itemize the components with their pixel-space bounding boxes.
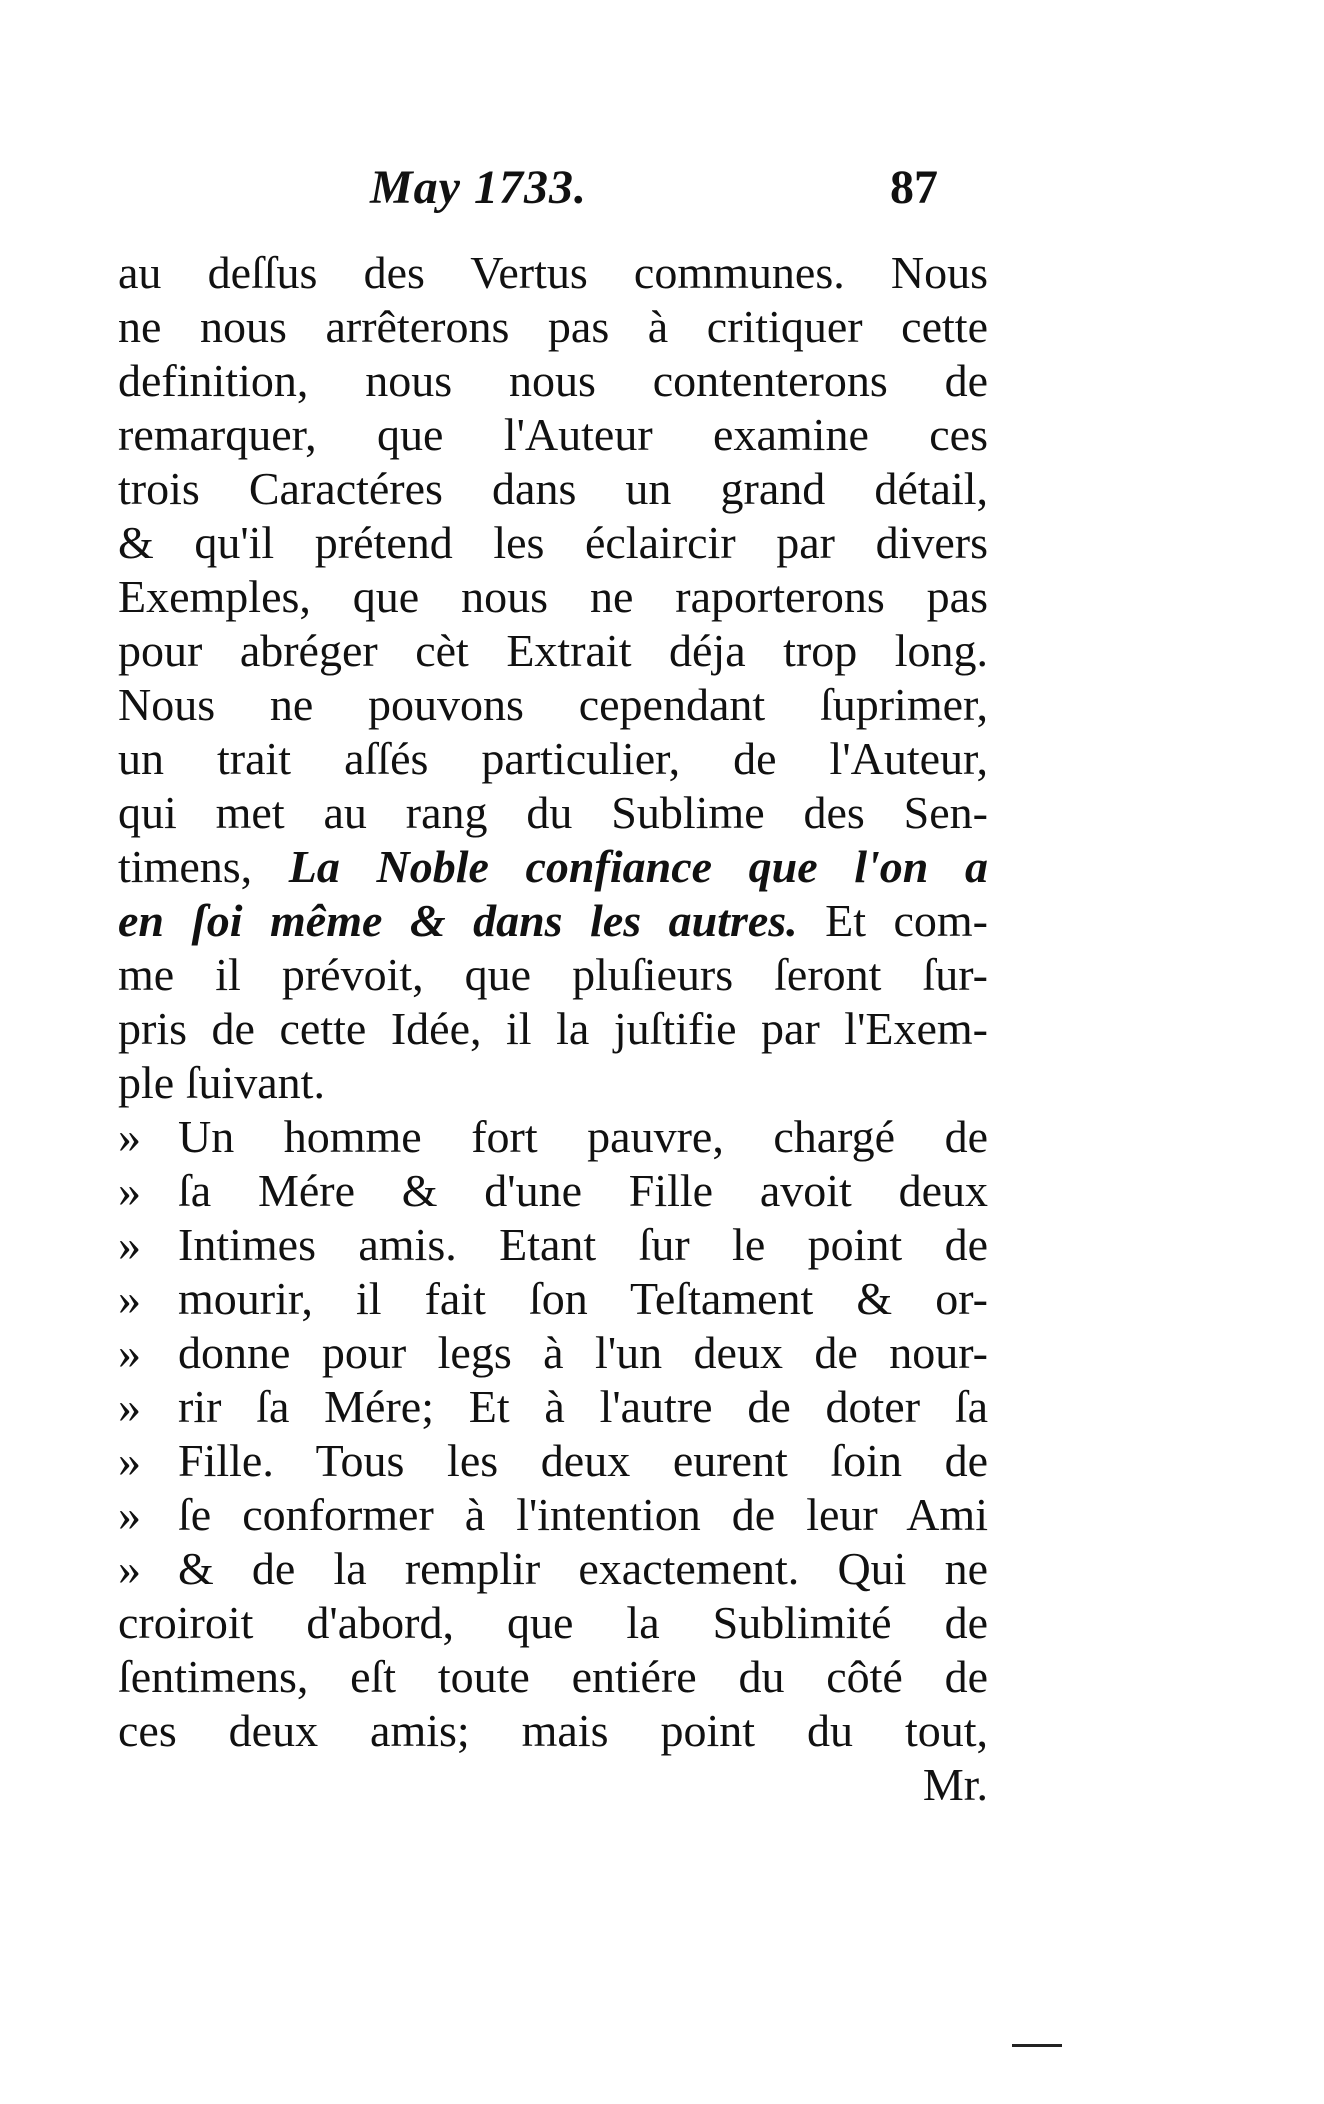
quoted-line [118, 1380, 988, 1434]
text-line: croiroit d'abord, que la Sublimité de [118, 1597, 988, 1648]
catchword: Mr. [922, 1759, 988, 1810]
quoted-line [118, 1434, 988, 1488]
quoted-text: rir ſa Mére; Et à l'autre de doter ſa [178, 1381, 988, 1432]
text-line: Nous ne pouvons cependant ſuprimer, [118, 679, 988, 730]
text-line: au deſſus des Vertus communes. Nous [118, 247, 988, 298]
italic-quote: La Noble confiance que l'on a [288, 841, 988, 892]
quoted-text [178, 1542, 988, 1596]
text-line: ple ſuivant. [118, 1057, 325, 1108]
quote-mark: » [118, 1435, 141, 1486]
quoted-text: ſa Mére & d'une Fille avoit deux [178, 1165, 988, 1216]
text-line: ces deux amis; mais point du tout, [118, 1705, 988, 1756]
text-line [118, 894, 988, 948]
quote-mark: » [118, 1111, 141, 1162]
page-header [120, 160, 1020, 220]
quote-mark: » [118, 1543, 141, 1594]
page-number: 87 [890, 161, 938, 214]
quote-mark: » [118, 1327, 141, 1378]
line-text: timens, [118, 841, 253, 892]
quoted-text: Fille. Tous les deux eurent ſoin de [178, 1435, 988, 1486]
italic-quote-cont: en ſoi même & dans les autres. [118, 895, 798, 946]
text-line: & qu'il prétend les éclaircir par divers [118, 517, 988, 568]
text-line: qui met au rang du Sublime des Sen- [118, 787, 988, 838]
text-line: me il prévoit, que pluſieurs ſeront ſur- [118, 949, 988, 1000]
text-line: ſentimens, eſt toute entiére du côté de [118, 1651, 988, 1702]
body-text [118, 246, 988, 1812]
quoted-text: Intimes amis. Etant ſur le point de [178, 1219, 988, 1270]
text-line: ne nous arrêterons pas à critiquer cette [118, 301, 988, 352]
text-line: Exemples, que nous ne raporterons pas [118, 571, 988, 622]
quote-mark: » [118, 1219, 141, 1270]
quoted-text-end: & de la remplir exactement. [178, 1543, 800, 1594]
line-text: Et com- [797, 895, 988, 946]
quoted-text: mourir, il fait ſon Teſtament & or- [178, 1273, 988, 1324]
running-title: May 1733. [370, 161, 587, 214]
footer-rule [1012, 2044, 1062, 2047]
text-line: trois Caractéres dans un grand détail, [118, 463, 988, 514]
text-line [118, 840, 988, 894]
line-text: Qui ne [799, 1543, 989, 1594]
text-line: un trait aſſés particulier, de l'Auteur, [118, 733, 988, 784]
text-line: definition, nous nous contenterons de [118, 355, 988, 406]
quoted-line [118, 1488, 988, 1542]
quote-mark: » [118, 1165, 141, 1216]
quoted-text: Un homme fort pauvre, chargé de [178, 1111, 988, 1162]
text-line: remarquer, que l'Auteur examine ces [118, 409, 988, 460]
quoted-line [118, 1164, 988, 1218]
quoted-text: donne pour legs à l'un deux de nour- [178, 1327, 988, 1378]
quoted-line [118, 1272, 988, 1326]
quoted-text: ſe conformer à l'intention de leur Ami [178, 1489, 988, 1540]
text-line: pour abréger cèt Extrait déja trop long. [118, 625, 988, 676]
text-line: pris de cette Idée, il la juſtifie par l'Exem- [118, 1003, 988, 1054]
quoted-line [118, 1542, 988, 1596]
quoted-line [118, 1218, 988, 1272]
quote-mark: » [118, 1273, 141, 1324]
quote-mark: » [118, 1381, 141, 1432]
quoted-line [118, 1110, 988, 1164]
quoted-line [118, 1326, 988, 1380]
quote-mark: » [118, 1489, 141, 1540]
